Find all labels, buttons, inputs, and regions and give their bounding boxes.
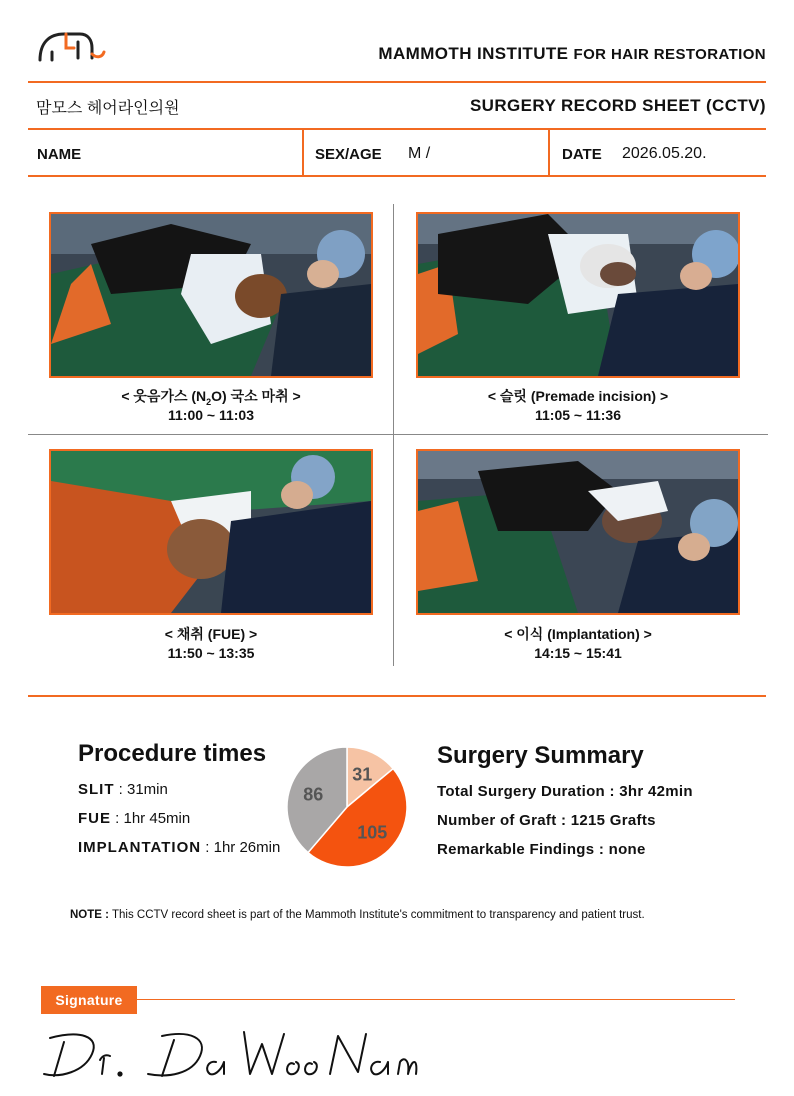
name-label: NAME bbox=[37, 146, 82, 163]
date-label: DATE bbox=[562, 146, 602, 163]
cctv-photo-anesthesia bbox=[49, 212, 373, 378]
grid-divider bbox=[28, 434, 768, 435]
procedure-row: SLIT : 31min bbox=[78, 781, 168, 798]
note: NOTE : This CCTV record sheet is part of the Mammoth Institute's commitment to transparency and patient trust. bbox=[70, 909, 645, 921]
signature-handwriting bbox=[40, 1024, 420, 1084]
surgery-summary-title: Surgery Summary bbox=[437, 742, 644, 769]
procedure-row: FUE : 1hr 45min bbox=[78, 810, 191, 827]
divider bbox=[28, 695, 766, 697]
divider bbox=[28, 81, 766, 83]
signature-line bbox=[137, 999, 735, 1000]
divider bbox=[302, 130, 304, 176]
procedure-pie-chart bbox=[286, 746, 408, 868]
photo-time: 11:05 ~ 11:36 bbox=[534, 407, 622, 423]
cctv-photo-fue bbox=[49, 449, 373, 615]
sex-age-label: SEX/AGE bbox=[315, 146, 382, 163]
pie-slice-label: 86 bbox=[303, 784, 324, 805]
summary-row: Total Surgery Duration : 3hr 42min bbox=[437, 783, 693, 800]
sex-age-value: M / bbox=[408, 145, 431, 162]
photo-caption: < 웃음가스 $(N_2O)$ 국소 마취 > bbox=[121, 388, 301, 407]
cctv-photo-implantation bbox=[416, 449, 740, 615]
mammoth-logo-icon bbox=[36, 28, 108, 64]
date-value: 2026.05.20. bbox=[622, 145, 707, 162]
photo-caption: < 채취 (FUE) > bbox=[164, 626, 258, 642]
divider bbox=[28, 128, 766, 130]
summary-row: Number of Graft : 1215 Grafts bbox=[437, 812, 656, 829]
cctv-photo-slit bbox=[416, 212, 740, 378]
photo-caption: < 슬릿 (Premade incision) > bbox=[487, 388, 669, 404]
divider bbox=[548, 130, 550, 176]
clinic-korean-name: 맘모스 헤어라인의원 bbox=[36, 100, 180, 117]
procedure-row: IMPLANTATION : 1hr 26min bbox=[78, 839, 281, 856]
divider bbox=[28, 175, 766, 177]
summary-row: Remarkable Findings : none bbox=[437, 841, 646, 858]
photo-time: 11:50 ~ 13:35 bbox=[167, 645, 255, 661]
photo-caption: < 이식 (Implantation) > bbox=[504, 626, 652, 642]
signature-tag: Signature bbox=[41, 986, 137, 1014]
pie-slice-label: 31 bbox=[352, 764, 373, 785]
photo-time: 11:00 ~ 11:03 bbox=[167, 407, 255, 423]
grid-divider bbox=[393, 204, 394, 666]
sheet-title: SURGERY RECORD SHEET (CCTV) bbox=[469, 96, 766, 115]
photo-time: 14:15 ~ 15:41 bbox=[534, 645, 622, 661]
procedure-times-title: Procedure times bbox=[78, 740, 267, 767]
institute-name: MAMMOTH INSTITUTE FOR HAIR RESTORATION bbox=[378, 44, 766, 63]
pie-slice-label: 105 bbox=[357, 822, 388, 843]
